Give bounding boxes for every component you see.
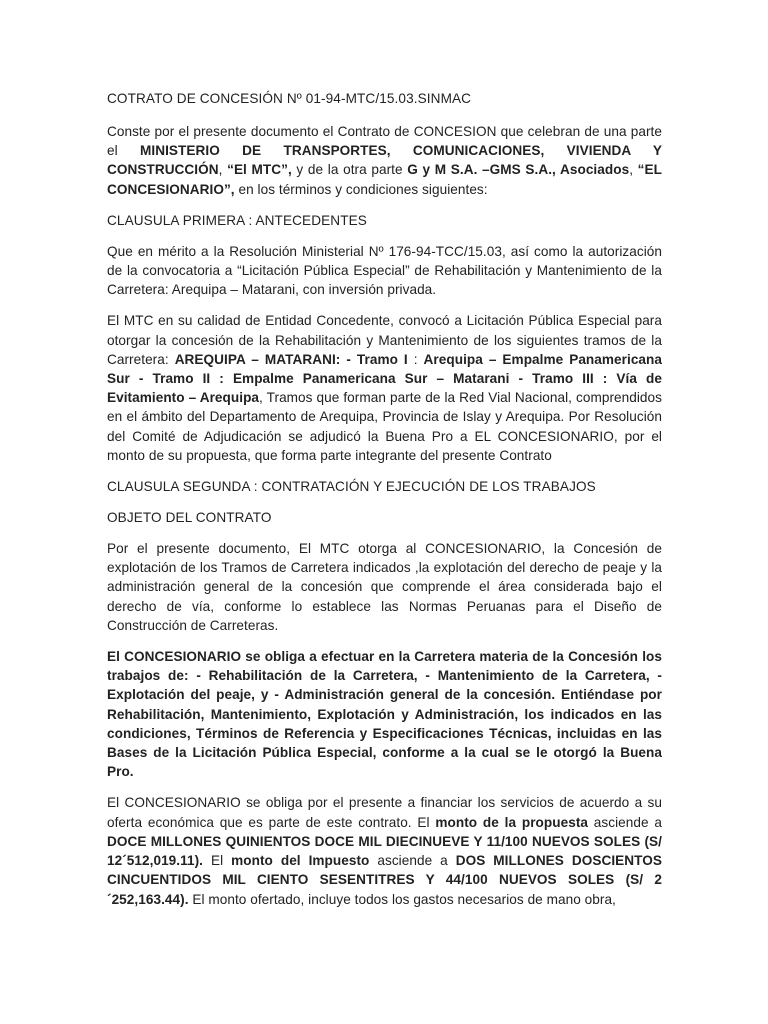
object-p3-text-3: El	[203, 853, 232, 869]
contract-object-paragraph-1: Por el presente documento, El MTC otorga al CONCESIONARIO, la Concesión de explotación de los Tramos de Carretera indicados ,la explotación del derecho de peaje y la administración general de la concesión que comprende el área considerada bajo el derecho de vía, conforme lo establece las Normas Peruanas para el Diseño de Construcción de Carreteras.	[107, 541, 662, 633]
clause-1-paragraph-2	[107, 311, 662, 465]
intro-text-1: Conste por el presente documento el Contrato de CONCESION que celebran de una parte el	[107, 124, 662, 159]
intro-paragraph	[107, 122, 662, 199]
clause-1-p2-text-1: El MTC en su calidad de Entidad Concedente, convocó a Licitación Pública Especial para otorgar la concesión de la Rehabilitación y Mantenimiento de los siguientes tramos de la Carretera:	[107, 313, 662, 367]
clause-1-paragraph-1: Que en mérito a la Resolución Ministerial Nº 176-94-TCC/15.03, así como la autorización de la convocatoria a “Licitación Pública Especial” de Rehabilitación y Mantenimiento de la Carretera: Arequipa – Matarani, con inversión privada.	[107, 243, 662, 298]
object-p3-text-2: asciende a	[588, 814, 662, 830]
intro-concessionaire-alias: “EL CONCESIONARIO”,	[107, 162, 662, 197]
clause-1-p2-route-sections: Arequipa – Empalme Panamericana Sur - Tramo II : Empalme Panamericana Sur – Matarani - Tramo III : Vía de Evitamiento – Arequipa	[107, 351, 662, 406]
intro-text-5: en los términos y condiciones siguientes:	[234, 181, 488, 197]
intro-text-4: ,	[629, 162, 638, 178]
intro-ministry-name: MINISTERIO DE TRANSPORTES, COMUNICACIONES, VIVIENDA Y CONSTRUCCIÓN	[107, 143, 662, 178]
contract-object-heading: OBJETO DEL CONTRATO	[107, 510, 272, 526]
intro-company-name: G y M S.A. –GMS S.A., Asociados	[407, 162, 630, 178]
object-p3-text-1: El CONCESIONARIO se obliga por el presente a financiar los servicios de acuerdo a su oferta económica que es parte de este contrato. El	[107, 795, 662, 830]
object-p3-text-5: El monto ofertado, incluye todos los gastos necesarios de mano obra,	[188, 891, 616, 907]
object-p3-tax-amount: DOS MILLONES DOSCIENTOS CINCUENTIDOS MIL CIENTO SESENTITRES Y 44/100 NUEVOS SOLES (S/ 2 ´252,163.44).	[107, 853, 663, 907]
intro-mtc-alias: “El MTC”,	[227, 162, 292, 178]
clause-2-heading: CLAUSULA SEGUNDA : CONTRATACIÓN Y EJECUCIÓN DE LOS TRABAJOS	[107, 479, 596, 495]
contract-object-paragraph-3	[107, 793, 662, 908]
contract-title: COTRATO DE CONCESIÓN Nº 01-94-MTC/15.03.SINMAC	[107, 91, 472, 106]
intro-text-3: y de la otra parte	[291, 162, 408, 178]
object-p3-text-4: asciende a	[369, 853, 456, 869]
object-p3-tax-label: monto del Impuesto	[231, 853, 370, 869]
object-p3-proposal-amount: DOCE MILLONES QUINIENTOS DOCE MIL DIECINUEVE Y 11/100 NUEVOS SOLES (S/ 12´512,019.11).	[107, 833, 662, 869]
clause-1-p2-route-name: AREQUIPA – MATARANI: - Tramo I	[174, 351, 408, 367]
object-p3-proposal-label: monto de la propuesta	[435, 814, 589, 830]
clause-1-p2-text-3: , Tramos que forman parte de la Red Vial Nacional, comprendidos en el ámbito del Departamento de Arequipa, Provincia de Islay y Arequipa. Por Resolución del Comité de Adjudicación se adjudicó la Buena Pro a EL CONCESIONARIO, por el monto de su propuesta, que forma parte integrante del presente Contrato	[107, 390, 662, 463]
clause-1-heading: CLAUSULA PRIMERA : ANTECEDENTES	[107, 212, 367, 228]
clause-1-p2-text-2: :	[407, 351, 424, 367]
intro-text-2: ,	[218, 162, 228, 178]
contract-object-paragraph-2: El CONCESIONARIO se obliga a efectuar en la Carretera materia de la Concesión los trabajos de: - Rehabilitación de la Carretera, - Mantenimiento de la Carretera, - Explotación del peaje, y - Administración general de la concesión. Entiéndase por Rehabilitación, Mantenimiento, Explotación y Administración, los indicados en las condiciones, Términos de Referencia y Especificaciones Técnicas, incluidas en las Bases de la Licitación Pública Especial, conforme a la cual se le otorgó la Buena Pro.	[107, 649, 662, 780]
